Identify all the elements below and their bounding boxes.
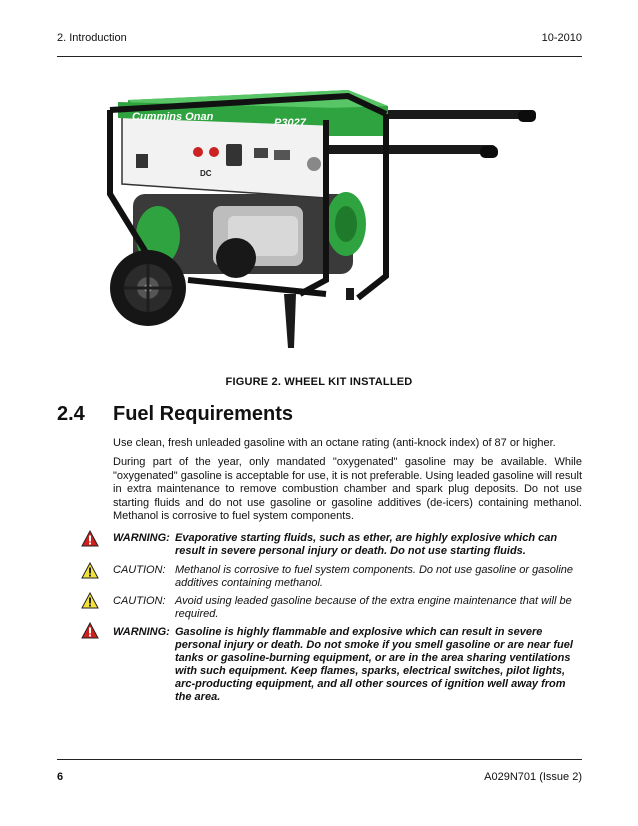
paragraph-oxygenated: During part of the year, only mandated "oxygenated" gasoline may be available. While "oxygenated" gasoline is acceptable for use, it is not preferable. Using leaded gasoline will result in extra maintenance to remove combustion chamber and spark plug deposits. Do not use starting fluids and do not use gasoline or gasoline additives (de-icers) containing methanol. Methanol is corrosive to fuel system components. <box>113 456 582 522</box>
caution-icon <box>81 592 99 609</box>
document-id: A029N701 (Issue 2) <box>484 771 582 783</box>
notice-text: Methanol is corrosive to fuel system components. Do not use gasoline or gasoline additives containing methanol. <box>175 564 574 589</box>
notice-label: WARNING: <box>113 532 170 544</box>
notice-caution-leaded <box>113 595 583 623</box>
notice-label: CAUTION: <box>113 564 166 576</box>
caution-icon <box>81 562 99 579</box>
page-number: 6 <box>57 771 64 783</box>
model-label: P3027 <box>274 117 306 129</box>
section-number: 2.4 <box>57 403 85 425</box>
warning-icon <box>81 530 99 547</box>
notice-text: Gasoline is highly flammable and explosive which can result in severe personal injury or death. Do not smoke if you smell gasoline or are near fuel tanks or gasoline-burning equipment, or are in the area sharing ventilations with such equipment. Keep flames, sparks, electrical switches, pilot lights, arc-producting equipment, and all other sources of ignition well away from the area. <box>175 626 573 703</box>
header-section: 2. Introduction <box>57 32 127 44</box>
brand-label: Cummins Onan <box>132 111 214 123</box>
header-rule <box>57 56 582 57</box>
notice-warning-starting-fluids <box>113 532 583 560</box>
notice-warning-flammable <box>113 626 583 703</box>
notice-label: CAUTION: <box>113 595 166 607</box>
notice-caution-methanol <box>113 564 583 592</box>
notice-label: WARNING: <box>113 626 170 638</box>
header-date: 10-2010 <box>541 32 582 44</box>
notice-text: Avoid using leaded gasoline because of the extra engine maintenance that will be required. <box>175 595 572 620</box>
notice-text: Evaporative starting fluids, such as ether, are highly explosive which can result in severe personal injury or death. Do not use starting fluids. <box>175 532 558 557</box>
warning-icon <box>81 622 99 639</box>
generator-figure <box>88 66 548 362</box>
figure-caption: FIGURE 2. WHEEL KIT INSTALLED <box>225 376 413 388</box>
paragraph-octane: Use clean, fresh unleaded gasoline with an octane rating (anti-knock index) of 87 or higher. <box>113 437 556 449</box>
footer-rule <box>57 759 582 760</box>
dc-label: DC <box>200 169 212 178</box>
section-title: Fuel Requirements <box>113 403 294 425</box>
